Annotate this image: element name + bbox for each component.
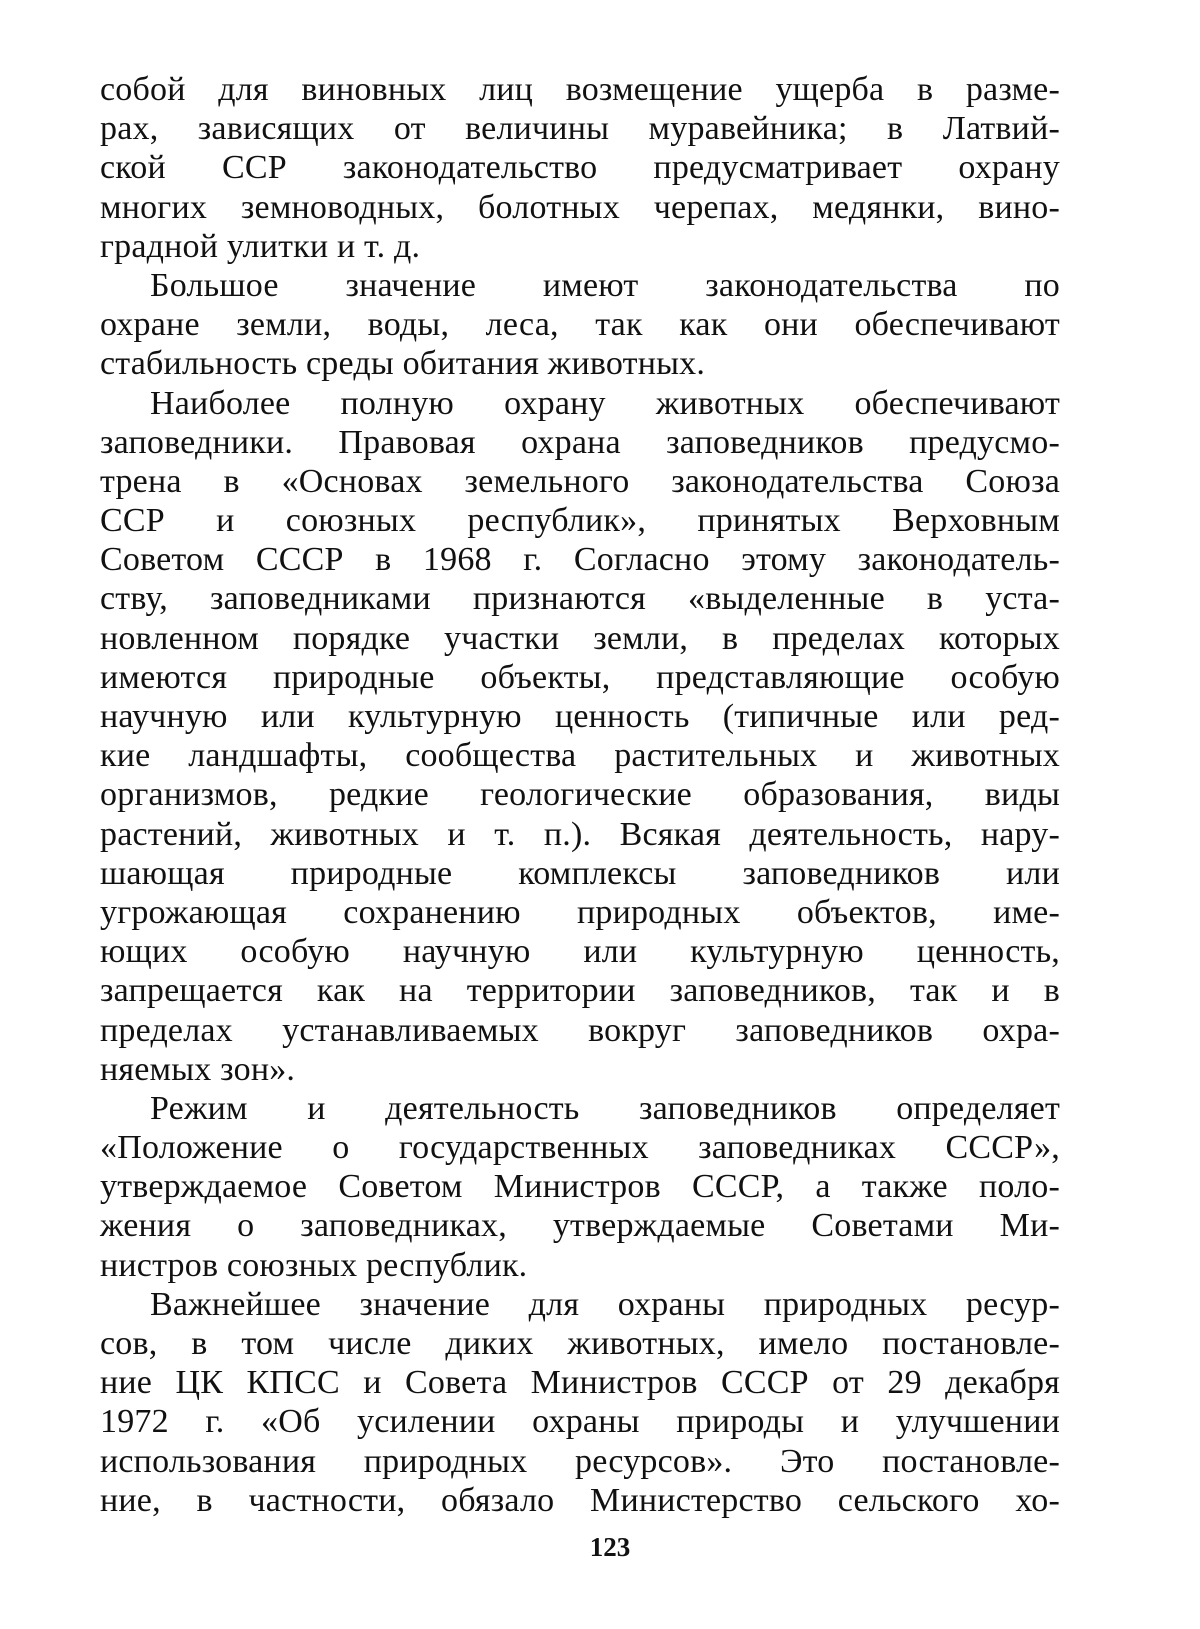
text-line: Советом СССР в 1968 г. Согласно этому законодатель- [100,541,1060,579]
text-line: кие ландшафты, сообщества растительных и животных [100,737,1060,775]
text-line: няемых зон». [100,1050,296,1088]
text-line: трена в «Основах земельного законодательства Союза [100,462,1060,500]
paragraph-2 [100,266,1060,384]
text-line: шающая природные комплексы заповедников или [100,854,1060,892]
text-line: заповедники. Правовая охрана заповедников предусмо- [100,423,1060,461]
text-line: научную или культурную ценность (типичные или ред- [100,698,1060,735]
text-line: стабильность среды обитания животных. [100,345,706,383]
text-line: организмов, редкие геологические образования, виды [100,776,1060,814]
text-line: Большое значение имеют законодательства по [150,266,1060,304]
text-line: градной улитки и т. д. [100,227,421,265]
text-line: использования природных ресурсов». Это постановле- [100,1442,1060,1480]
text-line: утверждаемое Советом Министров СССР, а также поло- [100,1168,1060,1206]
text-line: запрещается как на территории заповедников, так и в [100,972,1060,1010]
paragraph-3 [100,384,1060,1089]
text-line: растений, животных и т. п.). Всякая деятельность, нару- [100,815,1060,853]
paragraph-1 [100,70,1060,266]
text-line: угрожающая сохранению природных объектов, име- [100,893,1060,931]
text-line: охране земли, воды, леса, так как они обеспечивают [100,306,1060,344]
page-number: 123 [589,1532,631,1562]
text-line: «Положение о государственных заповедниках СССР», [100,1129,1060,1167]
paragraph-5 [100,1285,1060,1520]
text-line: Наиболее полную охрану животных обеспечивают [150,384,1060,422]
text-line: ющих особую научную или культурную ценность, [100,933,1060,971]
text-line: Режим и деятельность заповедников определяет [150,1089,1060,1127]
text-line: собой для виновных лиц возмещение ущерба в разме- [100,71,1060,108]
text-line: пределах устанавливаемых вокруг заповедников охра- [100,1011,1060,1049]
text-line: имеются природные объекты, представляющие особую [100,658,1060,696]
text-line: ству, заповедниками признаются «выделенные в уста- [100,580,1060,618]
text-line: сов, в том числе диких животных, имело постановле- [100,1325,1060,1362]
text-line: Важнейшее значение для охраны природных ресур- [150,1285,1060,1323]
text-line: новленном порядке участки земли, в пределах которых [100,619,1060,657]
text-line: 1972 г. «Об усилении охраны природы и улучшении [100,1403,1060,1441]
text-line: многих земноводных, болотных черепах, медянки, вино- [100,188,1060,226]
text-line: жения о заповедниках, утверждаемые Советами Ми- [100,1207,1060,1245]
text-line: рах, зависящих от величины муравейника; в Латвий- [100,110,1060,148]
text-line: ние ЦК КПСС и Совета Министров СССР от 29 декабря [100,1364,1060,1402]
paragraph-4 [100,1089,1060,1285]
text-line: ние, в частности, обязало Министерство сельского хо- [100,1481,1060,1519]
text-line: нистров союзных республик. [100,1246,528,1284]
page-body [100,70,1060,1520]
text-line: ССР и союзных республик», принятых Верховным [100,502,1060,540]
text-line: ской ССР законодательство предусматривает охрану [100,149,1060,187]
